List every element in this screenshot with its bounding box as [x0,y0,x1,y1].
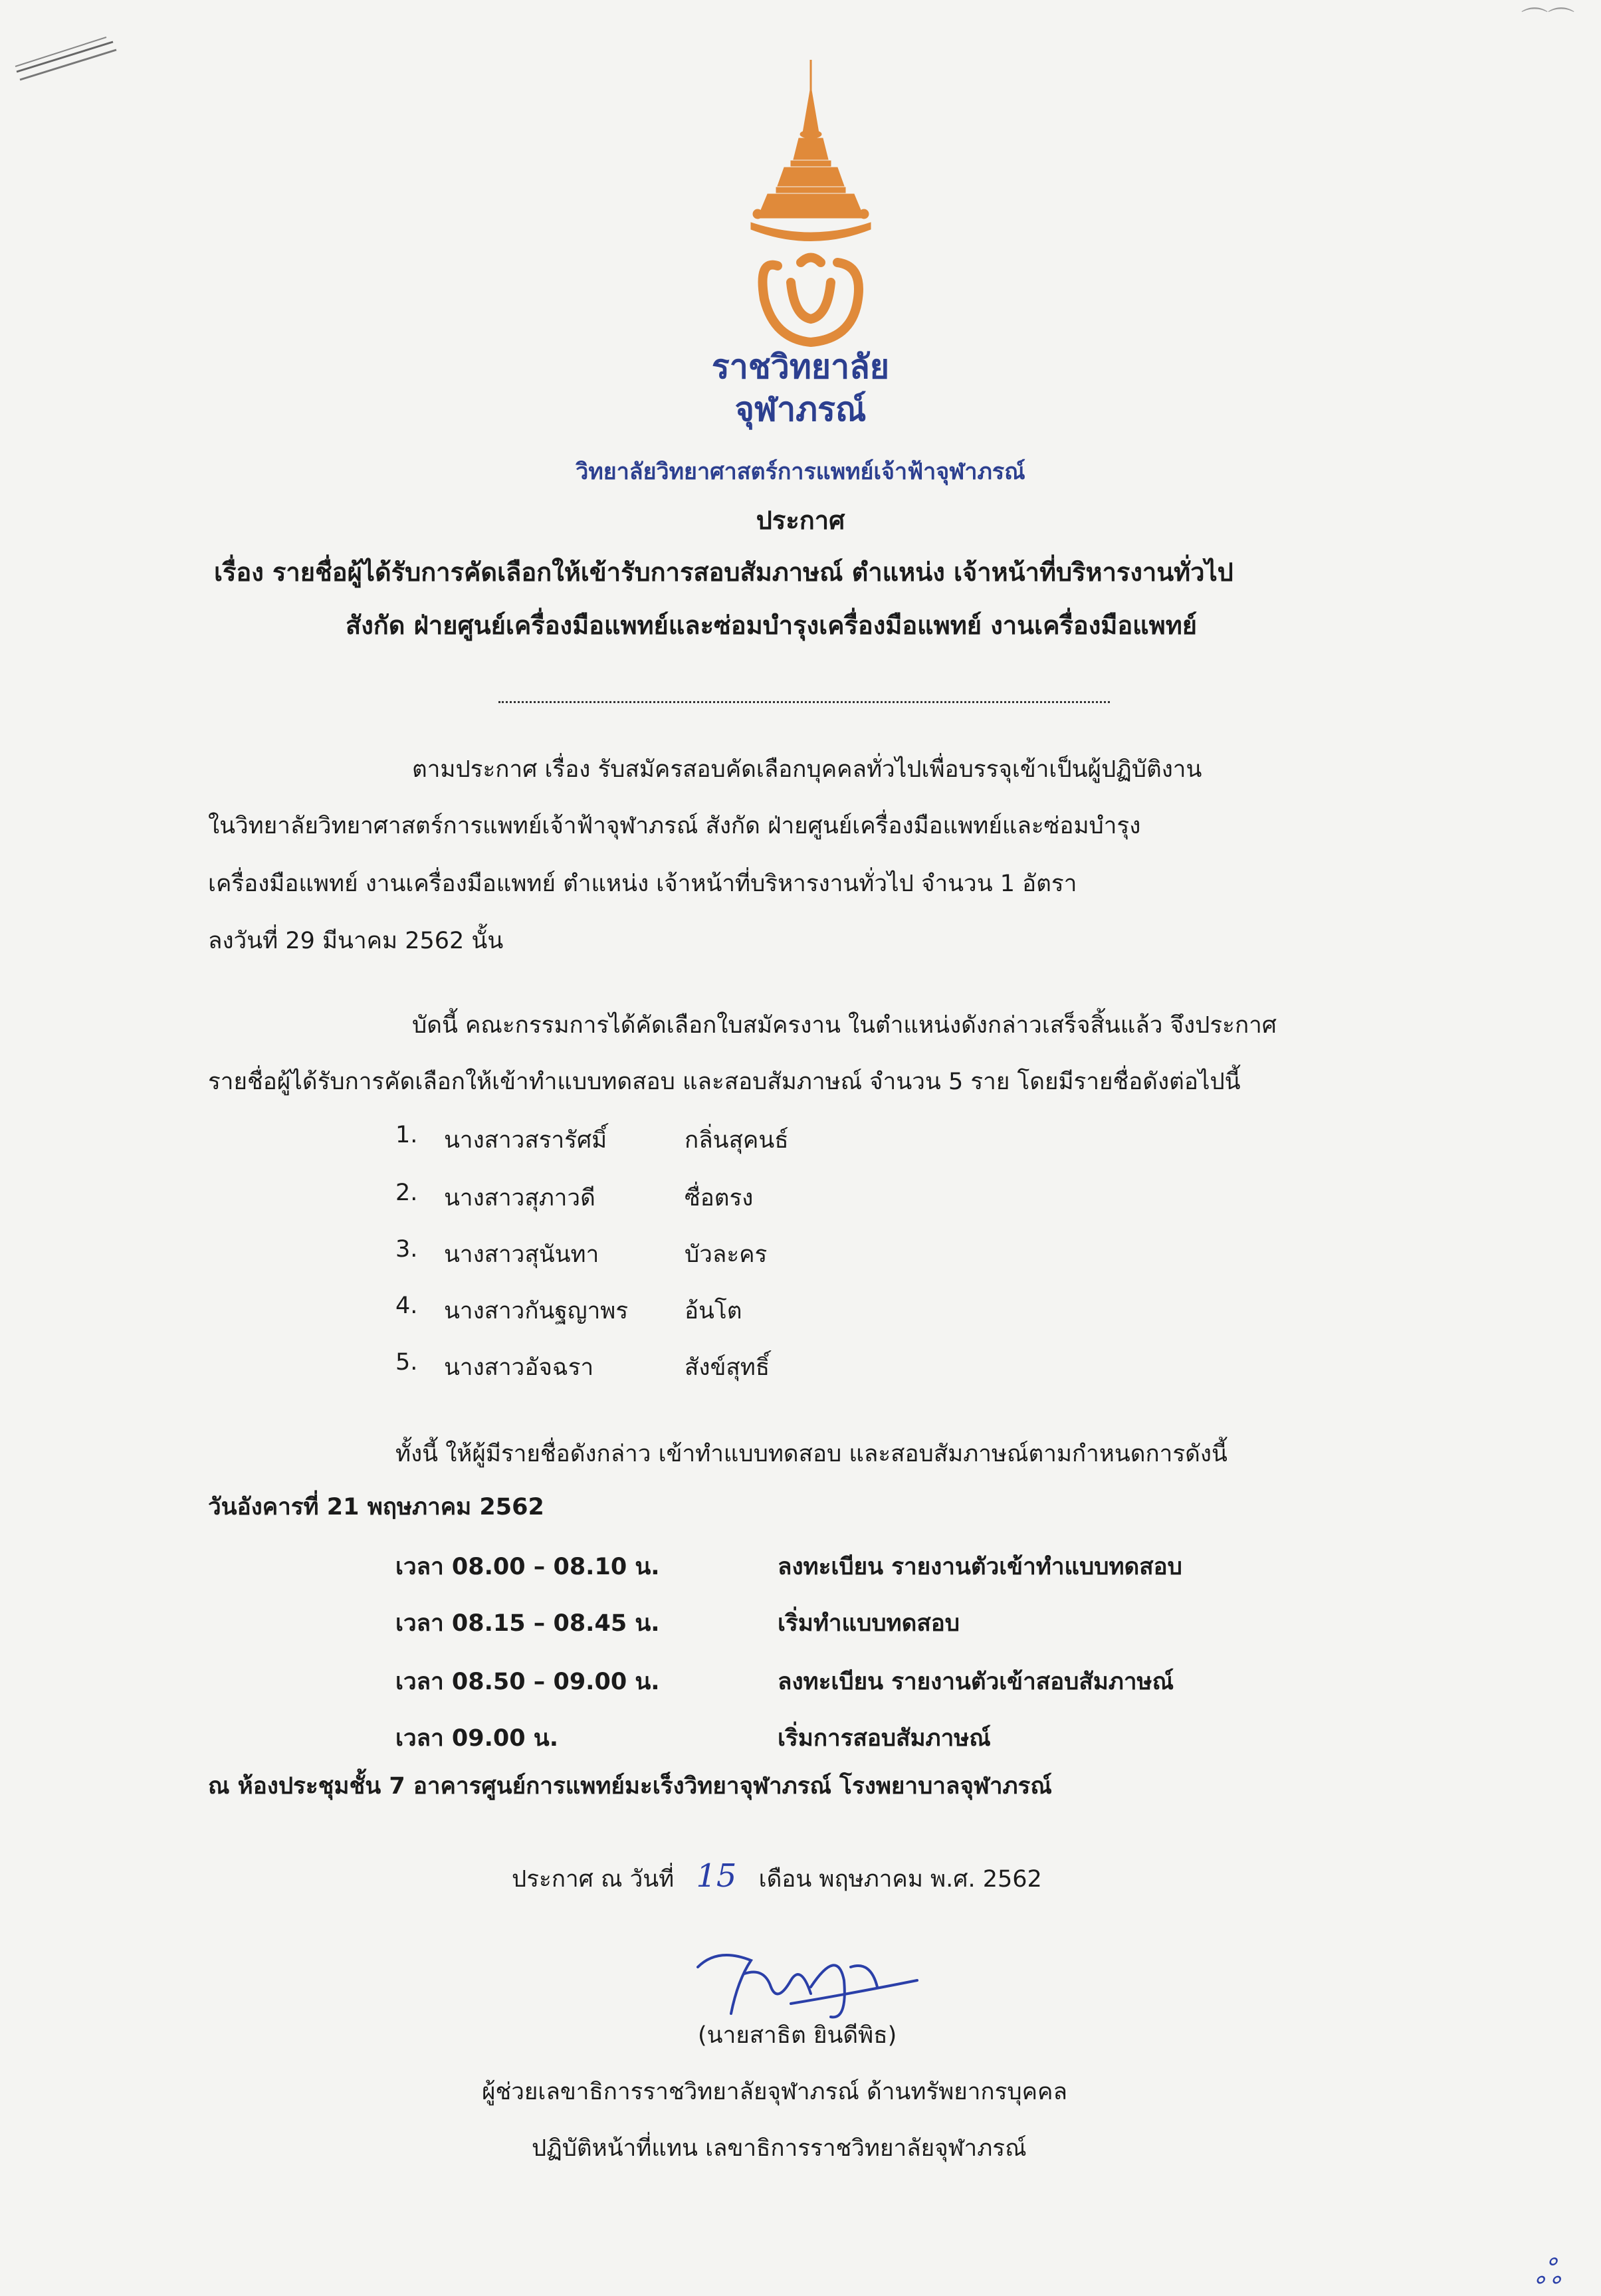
schedule-time: เวลา 08.00 – 08.10 น. [395,1554,660,1580]
institution-name-line1: ราชวิทยาลัย [711,348,890,386]
candidate-last-name: ซื่อตรง [685,1185,754,1211]
schedule-time: เวลา 09.00 น. [395,1725,559,1752]
candidate-number: 1. [395,1122,418,1148]
signatory-position-line2: ปฏิบัติหน้าที่แทน เลขาธิการราชวิทยาลัยจุฬาภรณ์ [532,2135,1027,2162]
schedule-time: เวลา 08.15 – 08.45 น. [395,1610,660,1637]
schedule-activity: ลงทะเบียน รายงานตัวเข้าสอบสัมภาษณ์ [778,1669,1174,1695]
para1-line1: ตามประกาศ เรื่อง รับสมัครสอบคัดเลือกบุคคลทั่วไปเพื่อบรรจุเข้าเป็นผู้ปฏิบัติงาน [412,756,1202,783]
para1-line3: เครื่องมือแพทย์ งานเครื่องมือแพทย์ ตำแหน่ง เจ้าหน้าที่บริหารงานทั่วไป จำนวน 1 อัตรา [208,871,1077,897]
subject-line2: สังกัด ฝ่ายศูนย์เครื่องมือแพทย์และซ่อมบำรุงเครื่องมือแพทย์ งานเครื่องมือแพทย์ [346,611,1198,640]
divider-dotted-line [498,701,1110,703]
schedule-activity: เริ่มการสอบสัมภาษณ์ [778,1725,991,1752]
candidate-number: 4. [395,1293,418,1319]
candidate-first-name: นางสาวสุภาวดี [444,1185,595,1211]
venue-text: ณ ห้องประชุมชั้น 7 อาคารศูนย์การแพทย์มะเร็งวิทยาจุฬาภรณ์ โรงพยาบาลจุฬาภรณ์ [208,1773,1052,1800]
candidate-first-name: นางสาวสุนันทา [444,1241,599,1268]
signatory-position-line1: ผู้ช่วยเลขาธิการราชวิทยาลัยจุฬาภรณ์ ด้านทรัพยากรบุคคล [482,2079,1067,2105]
candidate-first-name: นางสาวสรารัศมิ์ [444,1127,607,1154]
exam-date: วันอังคารที่ 21 พฤษภาคม 2562 [208,1494,544,1520]
schedule-activity: ลงทะเบียน รายงานตัวเข้าทำแบบทดสอบ [778,1554,1182,1580]
candidate-first-name: นางสาวอัจฉรา [444,1354,594,1381]
corner-scribble-icon: ⌒⌒ [1521,6,1574,37]
candidate-first-name: นางสาวกันฐญาพร [444,1298,629,1324]
candidate-last-name: สังข์สุทธิ์ [685,1354,770,1381]
document-type-heading: ประกาศ [756,506,845,535]
initial-mark-icon: ஃ [1535,2253,1561,2291]
candidate-number: 2. [395,1180,418,1206]
scan-mark-icon [13,32,120,85]
candidate-last-name: บัวละคร [685,1241,768,1268]
para1-line4: ลงวันที่ 29 มีนาคม 2562 นั้น [208,928,504,954]
schedule-time: เวลา 08.50 – 09.00 น. [395,1669,660,1695]
para2-line1: บัดนี้ คณะกรรมการได้คัดเลือกใบสมัครงาน ในตำแหน่งดังกล่าวเสร็จสิ้นแล้ว จึงประกาศ [412,1012,1277,1039]
subject-line1: เรื่อง รายชื่อผู้ได้รับการคัดเลือกให้เข้ารับการสอบสัมภาษณ์ ตำแหน่ง เจ้าหน้าที่บริหารงานทั่วไป [214,558,1233,587]
announce-date-suffix: เดือน พฤษภาคม พ.ศ. 2562 [758,1866,1042,1893]
signatory-name: (นายสาธิต ยินดีพิธ) [698,2022,897,2049]
candidate-last-name: อ้นโต [685,1298,742,1324]
institution-name-line2: จุฬาภรณ์ [734,390,867,429]
institution-subtitle: วิทยาลัยวิทยาศาสตร์การแพทย์เจ้าฟ้าจุฬาภรณ์ [576,459,1025,485]
para3-text: ทั้งนี้ ให้ผู้มีรายชื่อดังกล่าว เข้าทำแบบทดสอบ และสอบสัมภาษณ์ตามกำหนดการดังนี้ [395,1441,1227,1467]
candidate-number: 3. [395,1236,418,1263]
announce-date-prefix: ประกาศ ณ วันที่ [512,1866,675,1893]
chulabhorn-college-logo-icon [738,60,884,352]
announce-date-day: 15 [696,1857,737,1895]
announce-date [512,1857,1042,1897]
para2-line2: รายชื่อผู้ได้รับการคัดเลือกให้เข้าทำแบบทดสอบ และสอบสัมภาษณ์ จำนวน 5 ราย โดยมีรายชื่อดังต่อไปนี้ [208,1069,1241,1095]
schedule-activity: เริ่มทำแบบทดสอบ [778,1610,960,1637]
para1-line2: ในวิทยาลัยวิทยาศาสตร์การแพทย์เจ้าฟ้าจุฬาภรณ์ สังกัด ฝ่ายศูนย์เครื่องมือแพทย์และซ่อมบำรุง [208,813,1141,839]
candidate-number: 5. [395,1349,418,1376]
candidate-last-name: กลิ่นสุคนธ์ [685,1127,789,1154]
